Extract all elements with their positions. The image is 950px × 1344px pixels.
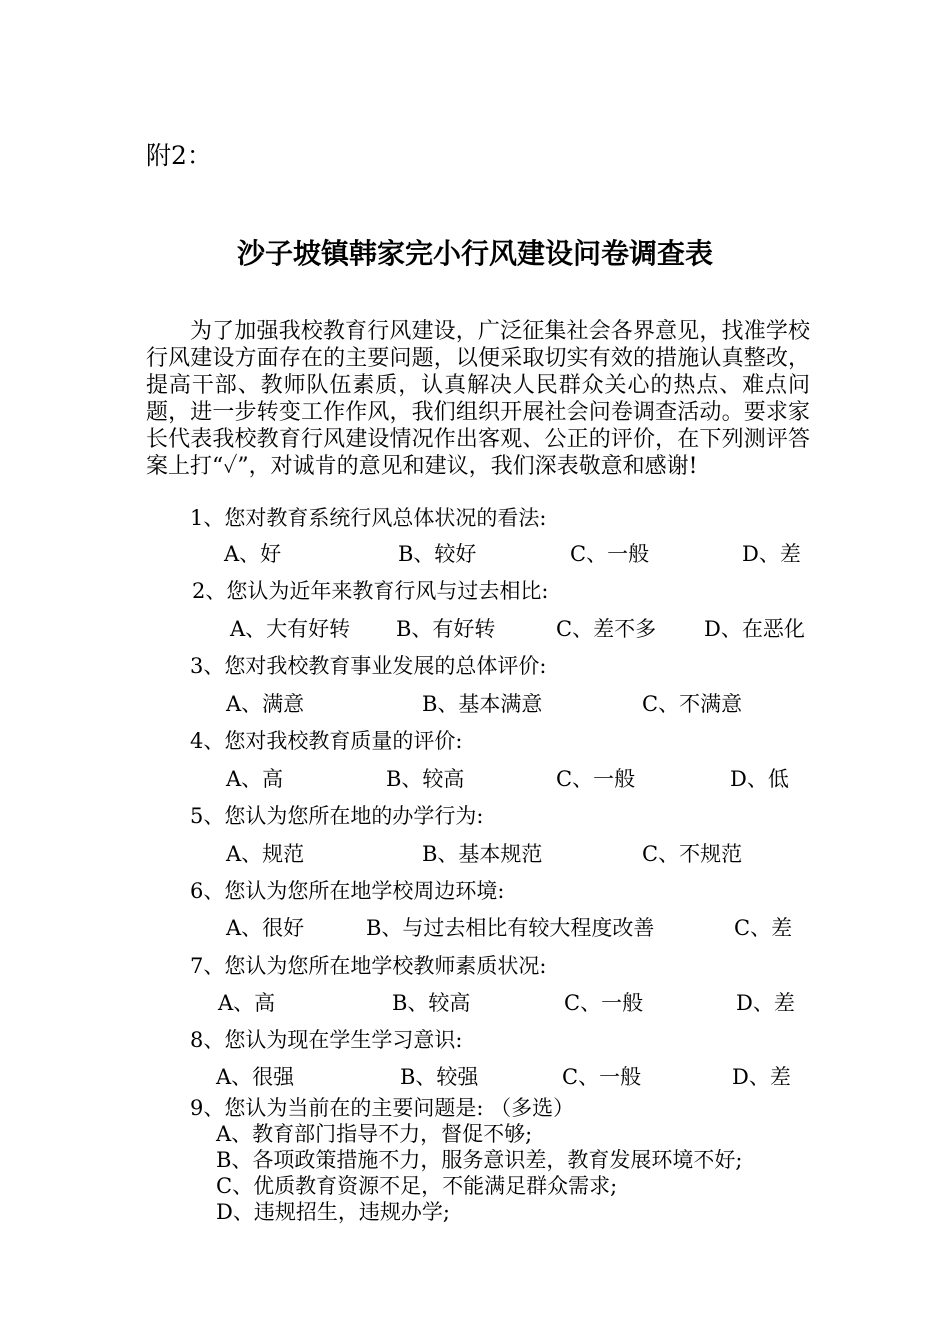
q7-option-b[interactable]: B、较高 xyxy=(392,991,471,1015)
q4-option-a[interactable]: A、高 xyxy=(226,767,284,791)
q4-option-b[interactable]: B、较高 xyxy=(386,767,465,791)
q6-option-c[interactable]: C、差 xyxy=(734,916,793,940)
q8-option-d[interactable]: D、差 xyxy=(732,1065,791,1089)
question-4: 4、您对我校教育质量的评价: xyxy=(190,729,463,753)
q2-option-a[interactable]: A、大有好转 xyxy=(230,617,351,641)
attachment-label: 附2： xyxy=(146,141,212,170)
q4-option-d[interactable]: D、低 xyxy=(730,767,789,791)
q1-option-b[interactable]: B、较好 xyxy=(398,542,477,566)
q8-option-a[interactable]: A、很强 xyxy=(216,1065,295,1089)
q3-option-c[interactable]: C、不满意 xyxy=(642,692,743,716)
q2-option-c[interactable]: C、差不多 xyxy=(556,617,657,641)
q1-option-d[interactable]: D、差 xyxy=(742,542,801,566)
question-8: 8、您认为现在学生学习意识: xyxy=(190,1028,463,1052)
q3-option-b[interactable]: B、基本满意 xyxy=(422,692,543,716)
q5-option-b[interactable]: B、基本规范 xyxy=(422,842,543,866)
document-title: 沙子坡镇韩家完小行风建设问卷调查表 xyxy=(236,237,713,270)
question-2: 2、您认为近年来教育行风与过去相比: xyxy=(192,579,549,603)
question-1: 1、您对教育系统行风总体状况的看法: xyxy=(190,506,547,530)
q2-option-d[interactable]: D、在恶化 xyxy=(704,617,805,641)
q7-option-d[interactable]: D、差 xyxy=(736,991,795,1015)
question-5: 5、您认为您所在地的办学行为: xyxy=(190,804,484,828)
question-9-block xyxy=(190,1095,743,1225)
q8-option-c[interactable]: C、一般 xyxy=(562,1065,642,1089)
q4-option-c[interactable]: C、一般 xyxy=(556,767,636,791)
q9-option-b[interactable]: B、各项政策措施不力，服务意识差，教育发展环境不好; xyxy=(216,1148,743,1172)
question-3: 3、您对我校教育事业发展的总体评价: xyxy=(190,654,547,678)
question-7: 7、您认为您所在地学校教师素质状况: xyxy=(190,954,547,978)
q6-option-a[interactable]: A、很好 xyxy=(226,916,305,940)
intro-paragraph xyxy=(146,318,810,480)
q7-option-c[interactable]: C、一般 xyxy=(564,991,644,1015)
question-6: 6、您认为您所在地学校周边环境: xyxy=(190,879,505,903)
q9-option-a[interactable]: A、教育部门指导不力，督促不够; xyxy=(216,1122,533,1146)
q1-option-a[interactable]: A、好 xyxy=(224,542,282,566)
q5-option-c[interactable]: C、不规范 xyxy=(642,842,743,866)
q1-option-c[interactable]: C、一般 xyxy=(570,542,650,566)
q9-option-d[interactable]: D、违规招生，违规办学; xyxy=(216,1200,450,1224)
q2-option-b[interactable]: B、有好转 xyxy=(396,617,496,641)
q8-option-b[interactable]: B、较强 xyxy=(400,1065,479,1089)
q3-option-a[interactable]: A、满意 xyxy=(226,692,305,716)
q6-option-b[interactable]: B、与过去相比有较大程度改善 xyxy=(366,916,655,940)
q7-option-a[interactable]: A、高 xyxy=(218,991,276,1015)
question-9: 9、您认为当前在的主要问题是: （多选） xyxy=(190,1096,575,1120)
q5-option-a[interactable]: A、规范 xyxy=(226,842,305,866)
q9-option-c[interactable]: C、优质教育资源不足，不能满足群众需求; xyxy=(216,1174,618,1198)
intro-text: 为了加强我校教育行风建设，广泛征集社会各界意见，找准学校行风建设方面存在的主要问题，以便采取切实有效的措施认真整改，提高干部、教师队伍素质，认真解决人民群众关心的热点、难点问题，进一步转变工作作风，我们组织开展社会问卷调查活动。要求家长代表我校教育行风建设情况作出客观、公正的评价，在下列测评答案上打“✓”，对诚肯的意见和建议，我们深表敬意和感谢! xyxy=(146,319,810,479)
